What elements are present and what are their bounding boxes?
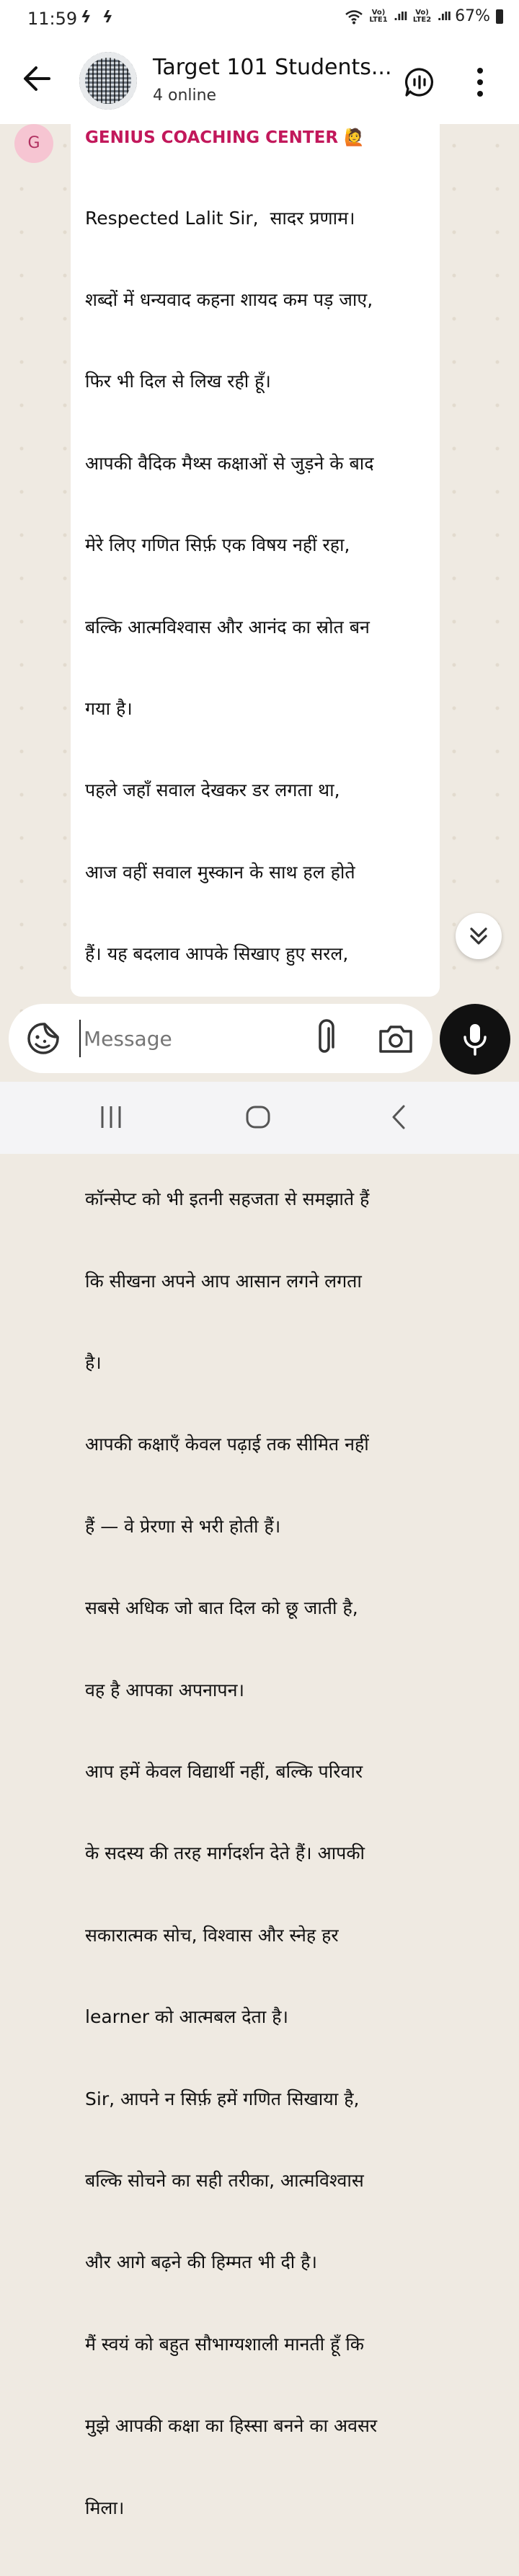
message-bubble[interactable] [71,124,440,2518]
message-line: बल्कि सोचने का सही तरीका, आत्मविश्वास [85,2169,364,2191]
message-line: Respected Lalit Sir, सादर प्रणाम। [85,207,355,229]
status-indicators [345,7,503,25]
back-arrow-icon[interactable] [20,62,53,95]
message-line: मेरे लिए गणित सिर्फ़ एक विषय नहीं रहा, [85,534,350,556]
home-icon[interactable] [244,1100,272,1134]
scroll-to-bottom-button[interactable] [456,913,502,959]
message-line: पहले जहाँ सवाल देखकर डर लगता था, [85,780,340,801]
recents-icon[interactable] [98,1100,124,1134]
chevron-double-down-icon [456,913,502,959]
battery-icon [496,9,503,24]
message-line: वह है आपका अपनापन। [85,1679,244,1701]
message-line: के सदस्य की तरह मार्गदर्शन देते हैं। आपकी [85,1843,365,1864]
sim1-label: Vo) LTE1 [369,8,388,24]
message-composer [9,1004,432,1073]
message-line: शब्दों में धन्यवाद कहना शायद कम पड़ जाए, [85,288,373,310]
sender-avatar[interactable]: G [14,124,53,163]
chat-title[interactable]: Target 101 Students... [153,55,392,80]
message-line: गया है। [85,697,133,719]
message-line: आपकी कक्षाएँ केवल पढ़ाई तक सीमित नहीं [85,1434,369,1455]
battery-percent: 67% [455,7,490,25]
sim2-label: Vo) LTE2 [412,8,432,24]
notification-icons: ϟ ϟ [81,9,116,27]
voice-chat-icon[interactable] [404,66,435,98]
message-line: आज वहीं सवाल मुस्कान के साथ हल होते [85,861,355,883]
message-line: हैं — वे प्रेरणा से भरी होती हैं। [85,1515,281,1537]
status-time: 11:59 [27,9,78,29]
online-status: 4 online [153,87,217,105]
microphone-icon [440,1004,510,1075]
message-text [85,150,430,2576]
chat-header [0,40,519,124]
message-line: आपकी वैदिक मैथ्स कक्षाओं से जुड़ने के बाद [85,452,374,474]
paperclip-icon[interactable] [310,1020,339,1057]
message-line: बल्कि आत्मविश्वास और आनंद का स्रोत बन [85,616,370,638]
sim2-signal-icon: .ıll [437,9,451,23]
group-avatar[interactable] [79,52,137,110]
message-line: मैं स्वयं को बहुत सौभाग्यशाली मानती हूँ कि [85,2333,365,2355]
system-navigation-bar [0,1082,519,1154]
message-line: सबसे अधिक जो बात दिल को छू जाती है, [85,1597,358,1619]
message-input[interactable] [79,1020,287,1057]
message-line: कॉन्सेप्ट को भी इतनी सहजता से समझाते हैं [85,1188,370,1210]
sender-name[interactable]: GENIUS COACHING CENTER 🙋 [85,128,365,147]
chat-area[interactable] [0,124,519,2518]
message-line: आप हमें केवल विद्यार्थी नहीं, बल्कि परिवार [85,1761,363,1783]
message-line: सकारात्मक सोच, विश्वास और स्नेह हर [85,1924,339,1946]
voice-record-button[interactable] [440,1004,510,1075]
message-line: और आगे बढ़ने की हिम्मत भी दी है। [85,2251,317,2273]
message-line: कि सीखना अपने आप आसान लगने लगता [85,1270,362,1292]
message-line: फिर भी दिल से लिख रही हूँ। [85,371,271,392]
camera-icon[interactable] [378,1021,414,1056]
message-line: मिला। [85,2497,125,2518]
sim1-signal-icon: .ıll [394,9,407,23]
sticker-emoji-icon[interactable] [26,1021,61,1056]
more-options-icon[interactable] [473,66,487,98]
message-line: है। [85,1352,102,1374]
message-line: Sir, आपने न सिर्फ़ हमें गणित सिखाया है, [85,2088,360,2109]
message-line: हैं। यह बदलाव आपके सिखाए हुए सरल, [85,943,349,965]
message-line: learner को आत्मबल देता है। [85,2006,288,2028]
wifi-icon [345,9,363,25]
back-nav-icon[interactable] [388,1100,409,1134]
message-line: मुझे आपकी कक्षा का हिस्सा बनने का अवसर [85,2415,378,2437]
status-bar [0,0,519,40]
